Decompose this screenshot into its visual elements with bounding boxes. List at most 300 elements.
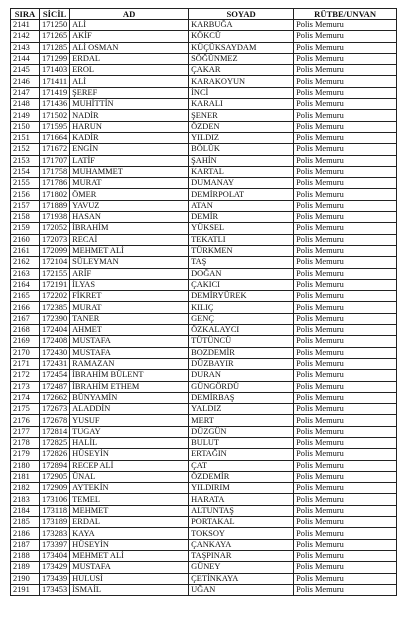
cell-rutbe: Polis Memuru <box>294 302 397 313</box>
table-row <box>11 200 397 211</box>
cell-sicil: 172826 <box>40 449 70 460</box>
cell-sicil: 172073 <box>40 234 70 245</box>
table-row <box>11 483 397 494</box>
cell-ad: İBRAHİM <box>70 223 189 234</box>
cell-sicil: 173283 <box>40 528 70 539</box>
cell-soyad: ÇAKAR <box>189 65 294 76</box>
table-row <box>11 471 397 482</box>
cell-sicil: 172390 <box>40 313 70 324</box>
cell-soyad: DÜZGÜN <box>189 426 294 437</box>
cell-soyad: DUMANAY <box>189 178 294 189</box>
cell-ad: TUGAY <box>70 426 189 437</box>
cell-sira: 2186 <box>11 528 40 539</box>
cell-rutbe: Polis Memuru <box>294 87 397 98</box>
cell-soyad: DEMİR <box>189 212 294 223</box>
cell-sicil: 172814 <box>40 426 70 437</box>
cell-sicil: 172155 <box>40 268 70 279</box>
cell-ad: HALİL <box>70 437 189 448</box>
table-row <box>11 505 397 516</box>
cell-rutbe: Polis Memuru <box>294 223 397 234</box>
cell-soyad: ERTAĞIN <box>189 449 294 460</box>
cell-sira: 2144 <box>11 53 40 64</box>
cell-soyad: KÜÇÜKSAYDAM <box>189 42 294 53</box>
cell-sicil: 171786 <box>40 178 70 189</box>
cell-sira: 2173 <box>11 381 40 392</box>
cell-ad: ERDAL <box>70 53 189 64</box>
table-row <box>11 132 397 143</box>
cell-sira: 2141 <box>11 20 40 31</box>
cell-ad: AKİF <box>70 31 189 42</box>
cell-soyad: ÖZKALAYCI <box>189 325 294 336</box>
cell-sira: 2169 <box>11 336 40 347</box>
cell-sicil: 172052 <box>40 223 70 234</box>
cell-sicil: 173453 <box>40 584 70 595</box>
table-row <box>11 573 397 584</box>
cell-sira: 2154 <box>11 166 40 177</box>
table-row <box>11 268 397 279</box>
cell-rutbe: Polis Memuru <box>294 517 397 528</box>
cell-soyad: GENÇ <box>189 313 294 324</box>
cell-rutbe: Polis Memuru <box>294 437 397 448</box>
cell-sicil: 172905 <box>40 471 70 482</box>
cell-sicil: 172202 <box>40 291 70 302</box>
cell-rutbe: Polis Memuru <box>294 449 397 460</box>
cell-sira: 2175 <box>11 404 40 415</box>
cell-rutbe: Polis Memuru <box>294 291 397 302</box>
cell-rutbe: Polis Memuru <box>294 347 397 358</box>
cell-sicil: 172099 <box>40 245 70 256</box>
cell-soyad: DURAN <box>189 370 294 381</box>
table-row <box>11 31 397 42</box>
cell-ad: ALİ <box>70 20 189 31</box>
cell-ad: HÜSEYİN <box>70 539 189 550</box>
cell-sicil: 171889 <box>40 200 70 211</box>
cell-soyad: ÖZDEN <box>189 121 294 132</box>
table-row <box>11 347 397 358</box>
table-row <box>11 550 397 561</box>
cell-sira: 2178 <box>11 437 40 448</box>
cell-sicil: 171664 <box>40 132 70 143</box>
cell-soyad: ÇANKAYA <box>189 539 294 550</box>
cell-sicil: 171707 <box>40 155 70 166</box>
cell-rutbe: Polis Memuru <box>294 415 397 426</box>
table-row <box>11 223 397 234</box>
cell-soyad: BULUT <box>189 437 294 448</box>
cell-soyad: YILDIZ <box>189 132 294 143</box>
cell-sira: 2167 <box>11 313 40 324</box>
cell-rutbe: Polis Memuru <box>294 505 397 516</box>
cell-soyad: GÜNEY <box>189 562 294 573</box>
cell-ad: MUHİTTİN <box>70 99 189 110</box>
cell-soyad: TÜRKMEN <box>189 245 294 256</box>
cell-sira: 2179 <box>11 449 40 460</box>
cell-ad: HARUN <box>70 121 189 132</box>
cell-sicil: 171502 <box>40 110 70 121</box>
cell-sicil: 171299 <box>40 53 70 64</box>
cell-sicil: 172678 <box>40 415 70 426</box>
cell-sira: 2188 <box>11 550 40 561</box>
cell-ad: KAYA <box>70 528 189 539</box>
cell-soyad: İNCİ <box>189 87 294 98</box>
cell-rutbe: Polis Memuru <box>294 42 397 53</box>
cell-sira: 2172 <box>11 370 40 381</box>
cell-rutbe: Polis Memuru <box>294 483 397 494</box>
cell-sira: 2180 <box>11 460 40 471</box>
cell-sira: 2150 <box>11 121 40 132</box>
cell-sira: 2174 <box>11 392 40 403</box>
cell-sicil: 171802 <box>40 189 70 200</box>
cell-ad: BÜNYAMİN <box>70 392 189 403</box>
cell-sicil: 172104 <box>40 257 70 268</box>
header-rutbe: RÜTBE/UNVAN <box>294 9 397 20</box>
table-row <box>11 528 397 539</box>
cell-sicil: 172673 <box>40 404 70 415</box>
cell-ad: HULUSİ <box>70 573 189 584</box>
cell-soyad: SÖĞÜNMEZ <box>189 53 294 64</box>
cell-sicil: 172408 <box>40 336 70 347</box>
table-row <box>11 313 397 324</box>
cell-ad: MEHMET ALİ <box>70 550 189 561</box>
cell-sira: 2147 <box>11 87 40 98</box>
cell-soyad: KARTAL <box>189 166 294 177</box>
cell-sira: 2189 <box>11 562 40 573</box>
table-row <box>11 460 397 471</box>
cell-sira: 2145 <box>11 65 40 76</box>
cell-ad: HASAN <box>70 212 189 223</box>
cell-ad: AYTEKİN <box>70 483 189 494</box>
personnel-table <box>10 8 397 596</box>
cell-sira: 2152 <box>11 144 40 155</box>
table-row <box>11 76 397 87</box>
table-row <box>11 336 397 347</box>
cell-ad: İLYAS <box>70 279 189 290</box>
cell-rutbe: Polis Memuru <box>294 494 397 505</box>
cell-sira: 2181 <box>11 471 40 482</box>
cell-sicil: 172894 <box>40 460 70 471</box>
cell-rutbe: Polis Memuru <box>294 404 397 415</box>
cell-soyad: BÖLÜK <box>189 144 294 155</box>
cell-sicil: 172191 <box>40 279 70 290</box>
cell-sira: 2170 <box>11 347 40 358</box>
cell-rutbe: Polis Memuru <box>294 279 397 290</box>
cell-sira: 2182 <box>11 483 40 494</box>
table-row <box>11 99 397 110</box>
cell-soyad: TAŞ <box>189 257 294 268</box>
cell-sicil: 171403 <box>40 65 70 76</box>
cell-sicil: 173189 <box>40 517 70 528</box>
cell-rutbe: Polis Memuru <box>294 528 397 539</box>
cell-sicil: 172431 <box>40 358 70 369</box>
table-row <box>11 279 397 290</box>
cell-rutbe: Polis Memuru <box>294 573 397 584</box>
cell-sicil: 172430 <box>40 347 70 358</box>
cell-sira: 2171 <box>11 358 40 369</box>
cell-rutbe: Polis Memuru <box>294 257 397 268</box>
cell-soyad: DÜZBAYIR <box>189 358 294 369</box>
cell-rutbe: Polis Memuru <box>294 313 397 324</box>
cell-rutbe: Polis Memuru <box>294 325 397 336</box>
cell-rutbe: Polis Memuru <box>294 426 397 437</box>
cell-sira: 2176 <box>11 415 40 426</box>
cell-ad: HÜSEYİN <box>70 449 189 460</box>
cell-rutbe: Polis Memuru <box>294 234 397 245</box>
table-row <box>11 166 397 177</box>
cell-soyad: TÜTÜNCÜ <box>189 336 294 347</box>
cell-sira: 2160 <box>11 234 40 245</box>
cell-ad: ÜNAL <box>70 471 189 482</box>
cell-soyad: ÖZDEMİR <box>189 471 294 482</box>
cell-sira: 2155 <box>11 178 40 189</box>
cell-soyad: MERT <box>189 415 294 426</box>
cell-ad: AHMET <box>70 325 189 336</box>
cell-sira: 2163 <box>11 268 40 279</box>
cell-sicil: 171285 <box>40 42 70 53</box>
table-row <box>11 144 397 155</box>
cell-rutbe: Polis Memuru <box>294 268 397 279</box>
cell-sira: 2161 <box>11 245 40 256</box>
cell-soyad: KARAKOYUN <box>189 76 294 87</box>
cell-sira: 2142 <box>11 31 40 42</box>
cell-ad: RECAİ <box>70 234 189 245</box>
cell-ad: MURAT <box>70 178 189 189</box>
table-row <box>11 370 397 381</box>
cell-sicil: 173429 <box>40 562 70 573</box>
table-row <box>11 291 397 302</box>
header-row <box>11 9 397 20</box>
table-row <box>11 155 397 166</box>
cell-soyad: ŞENER <box>189 110 294 121</box>
cell-ad: MURAT <box>70 302 189 313</box>
cell-soyad: DOĞAN <box>189 268 294 279</box>
cell-rutbe: Polis Memuru <box>294 155 397 166</box>
cell-ad: MEHMET <box>70 505 189 516</box>
table-row <box>11 302 397 313</box>
cell-soyad: KARBUĞA <box>189 20 294 31</box>
cell-rutbe: Polis Memuru <box>294 53 397 64</box>
table-row <box>11 584 397 595</box>
cell-soyad: ÇAT <box>189 460 294 471</box>
cell-rutbe: Polis Memuru <box>294 65 397 76</box>
cell-sicil: 171250 <box>40 20 70 31</box>
cell-sira: 2156 <box>11 189 40 200</box>
cell-rutbe: Polis Memuru <box>294 370 397 381</box>
cell-rutbe: Polis Memuru <box>294 584 397 595</box>
header-sicil: SİCİL <box>40 9 70 20</box>
cell-rutbe: Polis Memuru <box>294 20 397 31</box>
table-body <box>11 20 397 596</box>
cell-sicil: 171938 <box>40 212 70 223</box>
cell-ad: TEMEL <box>70 494 189 505</box>
cell-rutbe: Polis Memuru <box>294 358 397 369</box>
table-row <box>11 257 397 268</box>
cell-rutbe: Polis Memuru <box>294 144 397 155</box>
cell-sira: 2191 <box>11 584 40 595</box>
cell-soyad: KÖKCÜ <box>189 31 294 42</box>
cell-sicil: 172385 <box>40 302 70 313</box>
cell-ad: LATİF <box>70 155 189 166</box>
cell-sicil: 171595 <box>40 121 70 132</box>
cell-soyad: TEKATLI <box>189 234 294 245</box>
cell-sicil: 171265 <box>40 31 70 42</box>
cell-soyad: GÜNGÖRDÜ <box>189 381 294 392</box>
table-row <box>11 404 397 415</box>
table-row <box>11 415 397 426</box>
cell-ad: ALADDİN <box>70 404 189 415</box>
cell-sicil: 173397 <box>40 539 70 550</box>
cell-soyad: DEMİRBAŞ <box>189 392 294 403</box>
cell-rutbe: Polis Memuru <box>294 336 397 347</box>
table-row <box>11 539 397 550</box>
table-row <box>11 437 397 448</box>
cell-sicil: 173404 <box>40 550 70 561</box>
cell-sira: 2158 <box>11 212 40 223</box>
cell-sira: 2148 <box>11 99 40 110</box>
cell-ad: İBRAHİM BÜLENT <box>70 370 189 381</box>
cell-sicil: 173118 <box>40 505 70 516</box>
cell-ad: İSMAİL <box>70 584 189 595</box>
cell-soyad: TOKSOY <box>189 528 294 539</box>
cell-soyad: ATAN <box>189 200 294 211</box>
cell-soyad: ALTUNTAŞ <box>189 505 294 516</box>
cell-sicil: 171672 <box>40 144 70 155</box>
table-row <box>11 110 397 121</box>
cell-rutbe: Polis Memuru <box>294 381 397 392</box>
cell-sira: 2164 <box>11 279 40 290</box>
table-row <box>11 426 397 437</box>
cell-soyad: HARATA <box>189 494 294 505</box>
cell-sira: 2146 <box>11 76 40 87</box>
cell-rutbe: Polis Memuru <box>294 31 397 42</box>
cell-soyad: ÇETİNKAYA <box>189 573 294 584</box>
cell-ad: ALİ OSMAN <box>70 42 189 53</box>
table-row <box>11 562 397 573</box>
cell-rutbe: Polis Memuru <box>294 392 397 403</box>
cell-sira: 2168 <box>11 325 40 336</box>
cell-ad: RAMAZAN <box>70 358 189 369</box>
cell-sira: 2165 <box>11 291 40 302</box>
cell-rutbe: Polis Memuru <box>294 178 397 189</box>
cell-ad: MUSTAFA <box>70 347 189 358</box>
cell-sicil: 172825 <box>40 437 70 448</box>
cell-rutbe: Polis Memuru <box>294 550 397 561</box>
cell-ad: ENGİN <box>70 144 189 155</box>
cell-rutbe: Polis Memuru <box>294 189 397 200</box>
cell-sicil: 173106 <box>40 494 70 505</box>
cell-ad: RECEP ALİ <box>70 460 189 471</box>
cell-sicil: 171758 <box>40 166 70 177</box>
cell-rutbe: Polis Memuru <box>294 132 397 143</box>
cell-soyad: YÜKSEL <box>189 223 294 234</box>
cell-rutbe: Polis Memuru <box>294 110 397 121</box>
cell-ad: MEHMET ALİ <box>70 245 189 256</box>
cell-rutbe: Polis Memuru <box>294 471 397 482</box>
cell-ad: ÖMER <box>70 189 189 200</box>
cell-ad: İBRAHİM ETHEM <box>70 381 189 392</box>
cell-sira: 2153 <box>11 155 40 166</box>
cell-sicil: 172404 <box>40 325 70 336</box>
cell-sicil: 172662 <box>40 392 70 403</box>
cell-sicil: 171419 <box>40 87 70 98</box>
table-row <box>11 53 397 64</box>
table-row <box>11 381 397 392</box>
cell-soyad: YALDIZ <box>189 404 294 415</box>
cell-ad: SÜLEYMAN <box>70 257 189 268</box>
cell-ad: ŞEREF <box>70 87 189 98</box>
table-row <box>11 449 397 460</box>
table-row <box>11 178 397 189</box>
cell-rutbe: Polis Memuru <box>294 562 397 573</box>
cell-sicil: 172454 <box>40 370 70 381</box>
cell-sicil: 171411 <box>40 76 70 87</box>
cell-sira: 2185 <box>11 517 40 528</box>
cell-ad: MUSTAFA <box>70 336 189 347</box>
cell-sira: 2159 <box>11 223 40 234</box>
cell-sira: 2166 <box>11 302 40 313</box>
table-row <box>11 494 397 505</box>
cell-ad: YAVUZ <box>70 200 189 211</box>
table-row <box>11 121 397 132</box>
cell-sira: 2184 <box>11 505 40 516</box>
cell-rutbe: Polis Memuru <box>294 212 397 223</box>
table-row <box>11 234 397 245</box>
cell-soyad: DEMİRPOLAT <box>189 189 294 200</box>
cell-soyad: KILIÇ <box>189 302 294 313</box>
cell-rutbe: Polis Memuru <box>294 99 397 110</box>
cell-soyad: ÇAKICI <box>189 279 294 290</box>
cell-sira: 2187 <box>11 539 40 550</box>
cell-rutbe: Polis Memuru <box>294 460 397 471</box>
cell-ad: ARİF <box>70 268 189 279</box>
table-row <box>11 42 397 53</box>
cell-rutbe: Polis Memuru <box>294 245 397 256</box>
cell-soyad: PORTAKAL <box>189 517 294 528</box>
table-row <box>11 87 397 98</box>
table-header <box>11 9 397 20</box>
cell-ad: EROL <box>70 65 189 76</box>
table-row <box>11 358 397 369</box>
cell-sira: 2183 <box>11 494 40 505</box>
cell-rutbe: Polis Memuru <box>294 121 397 132</box>
table-row <box>11 212 397 223</box>
cell-soyad: TAŞPINAR <box>189 550 294 561</box>
cell-sira: 2190 <box>11 573 40 584</box>
cell-rutbe: Polis Memuru <box>294 166 397 177</box>
cell-sira: 2149 <box>11 110 40 121</box>
header-soyad: SOYAD <box>189 9 294 20</box>
cell-sira: 2151 <box>11 132 40 143</box>
cell-ad: ERDAL <box>70 517 189 528</box>
cell-ad: ALİ <box>70 76 189 87</box>
cell-soyad: DEMİRYÜREK <box>189 291 294 302</box>
cell-ad: YUSUF <box>70 415 189 426</box>
cell-soyad: ŞAHİN <box>189 155 294 166</box>
table-row <box>11 245 397 256</box>
cell-ad: NADİR <box>70 110 189 121</box>
table-row <box>11 392 397 403</box>
table-row <box>11 65 397 76</box>
cell-soyad: UĞAN <box>189 584 294 595</box>
table-row <box>11 20 397 31</box>
cell-sira: 2177 <box>11 426 40 437</box>
cell-ad: MUHAMMET <box>70 166 189 177</box>
cell-soyad: BOZDEMİR <box>189 347 294 358</box>
cell-ad: FİKRET <box>70 291 189 302</box>
cell-sicil: 173439 <box>40 573 70 584</box>
table-row <box>11 325 397 336</box>
cell-soyad: YILDIRIM <box>189 483 294 494</box>
cell-rutbe: Polis Memuru <box>294 539 397 550</box>
cell-rutbe: Polis Memuru <box>294 76 397 87</box>
